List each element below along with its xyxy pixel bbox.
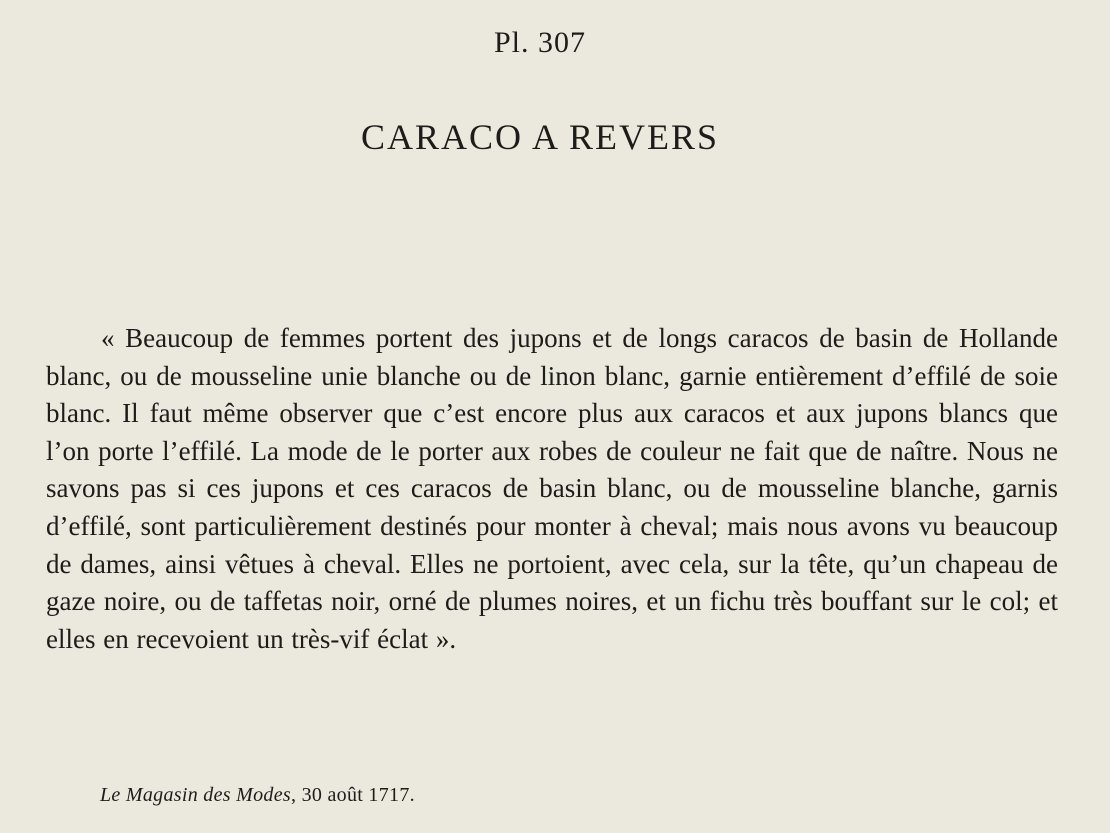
- quote-paragraph: « Beaucoup de femmes portent des jupons et de longs caracos de basin de Hollande blanc, ou de mousseline unie blanche ou de linon blanc, garnie entièrement d’effilé de soie blanc. Il faut même observer que c’est encore plus aux caracos et aux jupons blancs que l’on porte l’effilé. La mode de le porter aux robes de couleur ne fait que de naître. Nous ne savons pas si ces jupons et ces caracos de basin blanc, ou de mousseline blanche, garnis d’effilé, sont particulièrement destinés pour monter à cheval; mais nous avons vu beaucoup de dames, ainsi vêtues à cheval. Elles ne portoient, avec cela, sur la tête, qu’un chapeau de gaze noire, ou de taffetas noir, orné de plumes noires, et un fichu très bouffant sur le col; et elles en recevoient un très-vif éclat ».: [46, 323, 1058, 654]
- source-date: , 30 août 1717.: [290, 784, 415, 806]
- source-citation: [100, 784, 415, 807]
- source-publication: Le Magasin des Modes: [100, 784, 291, 806]
- page-title: CARACO A REVERS: [360, 117, 720, 157]
- plate-number: Pl. 307: [493, 26, 587, 59]
